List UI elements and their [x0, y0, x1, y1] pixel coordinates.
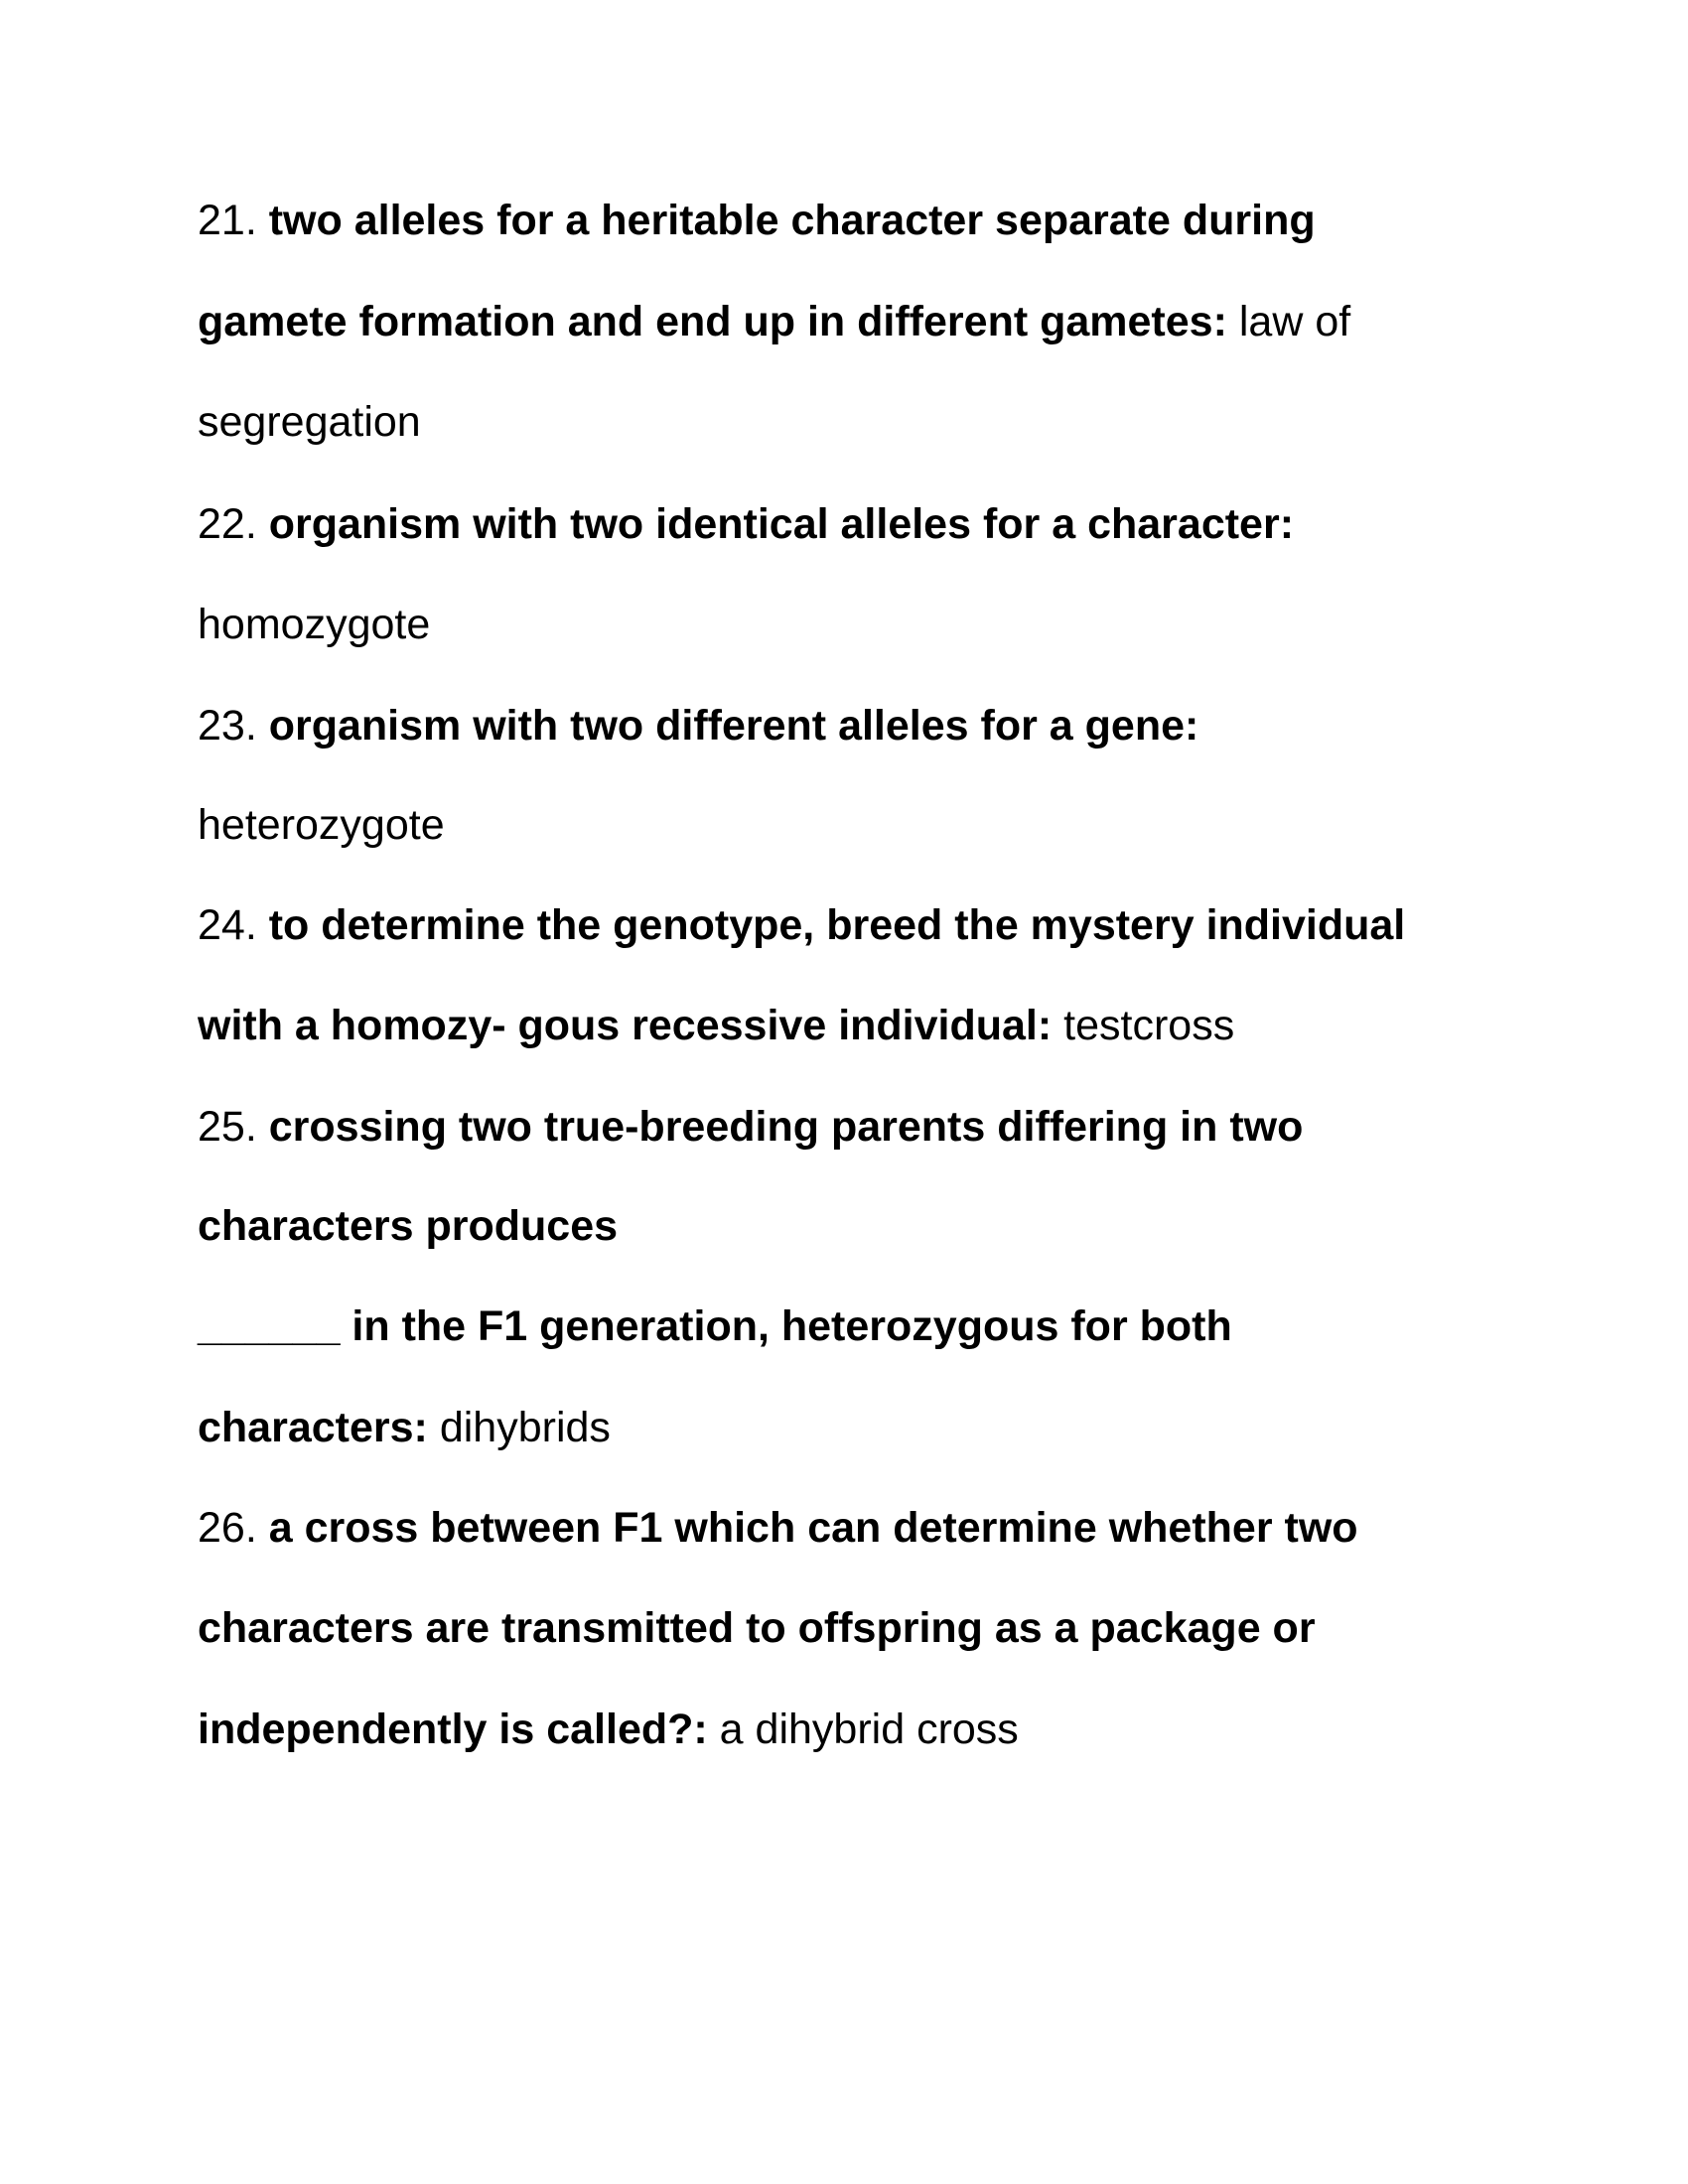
question-text: organism with two identical alleles for a character:	[268, 500, 1295, 548]
answer-text: homozygote	[198, 601, 431, 648]
question-text: organism with two different alleles for a gene:	[268, 702, 1199, 750]
question-number: 21.	[198, 197, 257, 244]
question-text: characters produces	[198, 1202, 619, 1250]
question-text: independently is called?:	[198, 1706, 708, 1753]
answer-text: dihybrids	[439, 1404, 611, 1451]
answer-text: a dihybrid cross	[719, 1706, 1019, 1753]
question-text: with a homozy- gous recessive individual:	[198, 1002, 1053, 1049]
question-number: 26.	[198, 1504, 257, 1552]
question-number: 25.	[198, 1103, 257, 1151]
question-text: a cross between F1 which can determine whether two	[268, 1504, 1358, 1552]
question-text: characters:	[198, 1404, 428, 1451]
question-number: 23.	[198, 702, 257, 750]
question-text: to determine the genotype, breed the mystery individual	[268, 901, 1406, 949]
answer-text: testcross	[1063, 1002, 1235, 1049]
answer-text: segregation	[198, 398, 421, 446]
answer-text: law of	[1238, 298, 1351, 345]
answer-text: heterozygote	[198, 801, 445, 849]
question-text: ______ in the F1 generation, heterozygous for both	[198, 1302, 1232, 1350]
question-text: characters are transmitted to offspring as a package or	[198, 1604, 1316, 1652]
question-text: two alleles for a heritable character separate during	[268, 197, 1316, 244]
question-number: 22.	[198, 500, 257, 548]
question-number: 24.	[198, 901, 257, 949]
question-text: gamete formation and end up in different gametes:	[198, 298, 1227, 345]
question-text: crossing two true-breeding parents differing in two	[268, 1103, 1304, 1151]
